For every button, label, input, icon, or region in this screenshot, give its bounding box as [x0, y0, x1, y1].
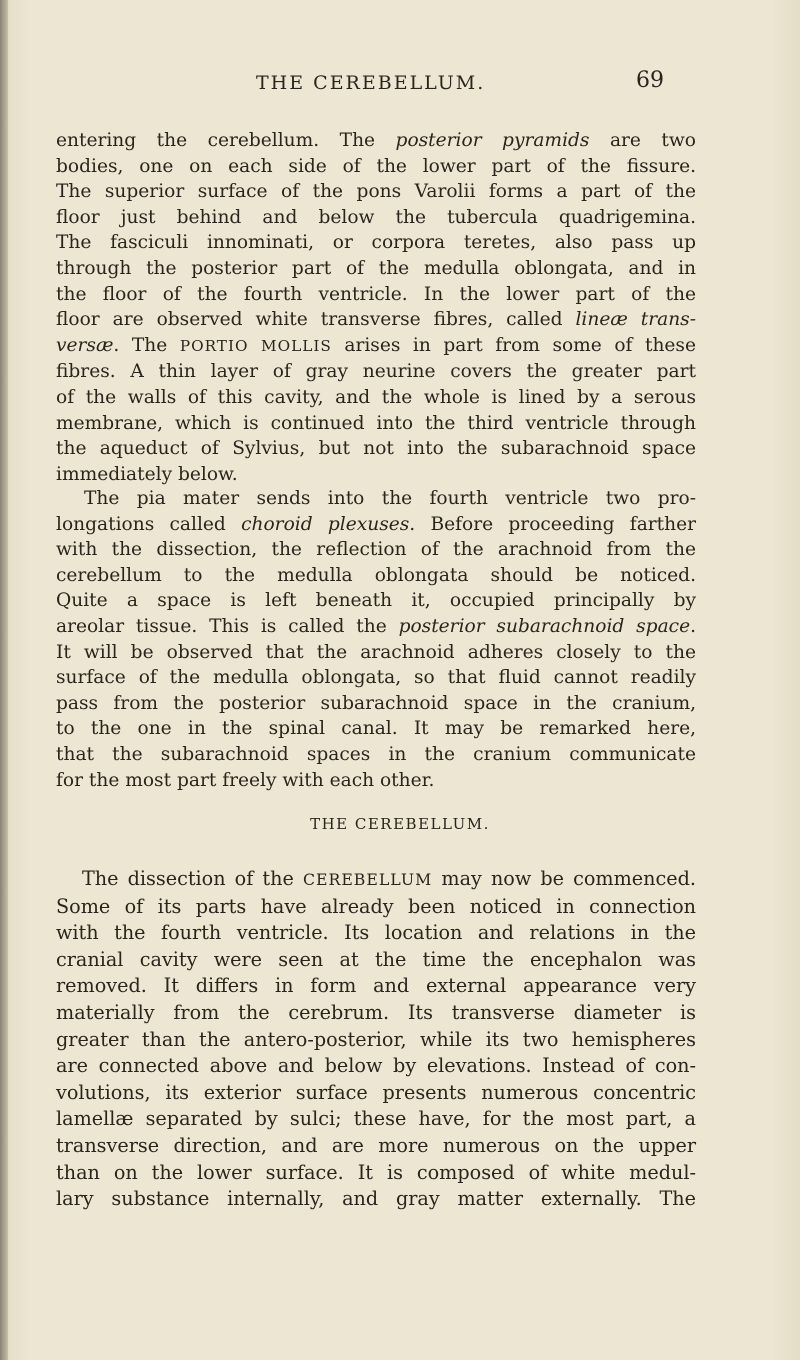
text-line: the floor of the fourth ventricle. In the lower part of the: [56, 283, 696, 305]
text-line: The dissection of the CEREBELLUM may now be commenced.: [82, 867, 696, 890]
paragraph-fourth-ventricle-floor: [56, 128, 696, 487]
text-line: volutions, its exterior surface presents numerous concentric: [56, 1080, 696, 1104]
running-head: THE CEREBELLUM.: [256, 72, 486, 94]
text-line: that the subarachnoid spaces in the cranium communicate: [56, 743, 696, 765]
text-line: with the dissection, the reflection of the arachnoid from the: [56, 539, 696, 561]
text-line: greater than the antero-posterior, while its two hemispheres: [56, 1027, 696, 1051]
text-line: Quite a space is left beneath it, occupied principally by: [56, 590, 696, 612]
text-line: removed. It differs in form and external appearance very: [56, 974, 696, 998]
text-line: of the walls of this cavity, and the whole is lined by a serous: [56, 386, 696, 408]
text-line: The superior surface of the pons Varolii forms a part of the: [56, 181, 696, 203]
text-line: lary substance internally, and gray matter externally. The: [56, 1187, 696, 1211]
page-number: 69: [636, 68, 664, 93]
text-line: It will be observed that the arachnoid adheres closely to the: [56, 641, 696, 663]
text-line: membrane, which is continued into the third ventricle through: [56, 412, 696, 434]
text-line: immediately below.: [56, 463, 238, 485]
text-line: floor just behind and below the tubercula quadrigemina.: [56, 206, 696, 228]
page-gutter-edge: [0, 0, 8, 1360]
text-line: for the most part freely with each other.: [56, 769, 435, 791]
text-line: transverse direction, and are more numerous on the upper: [56, 1133, 696, 1157]
text-line: cerebellum to the medulla oblongata should be noticed.: [56, 564, 696, 586]
text-line: versæ. The PORTIO MOLLIS arises in part from some of these: [56, 334, 696, 356]
text-line: floor are observed white transverse fibres, called lineæ trans-: [56, 309, 697, 331]
text-line: materially from the cerebrum. Its transverse diameter is: [56, 1000, 696, 1024]
text-line: lamellæ separated by sulci; these have, for the most part, a: [56, 1107, 696, 1131]
text-line: longations called choroid plexuses. Before proceeding farther: [56, 513, 697, 535]
text-line: fibres. A thin layer of gray neurine covers the greater part: [56, 361, 696, 383]
text-line: entering the cerebellum. The posterior pyramids are two: [56, 130, 696, 151]
text-line: cranial cavity were seen at the time the encephalon was: [56, 947, 696, 971]
paragraph-pia-mater: [56, 486, 696, 793]
text-line: through the posterior part of the medulla oblongata, and in: [56, 257, 696, 279]
text-line: with the fourth ventricle. Its location and relations in the: [56, 921, 696, 945]
text-line: The fasciculi innominati, or corpora teretes, also pass up: [56, 232, 696, 254]
page-header: [0, 68, 800, 102]
text-line: The pia mater sends into the fourth ventricle two pro-: [84, 488, 696, 509]
section-heading: THE CEREBELLUM.: [310, 815, 490, 833]
text-line: are connected above and below by elevations. Instead of con-: [56, 1054, 696, 1078]
text-line: bodies, one on each side of the lower part of the fissure.: [56, 155, 696, 177]
text-line: Some of its parts have already been noticed in connection: [56, 894, 696, 918]
text-line: to the one in the spinal canal. It may be remarked here,: [56, 718, 696, 740]
text-line: pass from the posterior subarachnoid space in the cranium,: [56, 692, 696, 714]
text-line: the aqueduct of Sylvius, but not into the subarachnoid space: [56, 438, 696, 460]
paragraph-cerebellum: [56, 866, 696, 1213]
text-line: surface of the medulla oblongata, so that fluid cannot readily: [56, 667, 696, 689]
text-line: than on the lower surface. It is composed of white medul-: [56, 1160, 696, 1184]
text-line: areolar tissue. This is called the posterior subarachnoid space.: [56, 615, 697, 637]
